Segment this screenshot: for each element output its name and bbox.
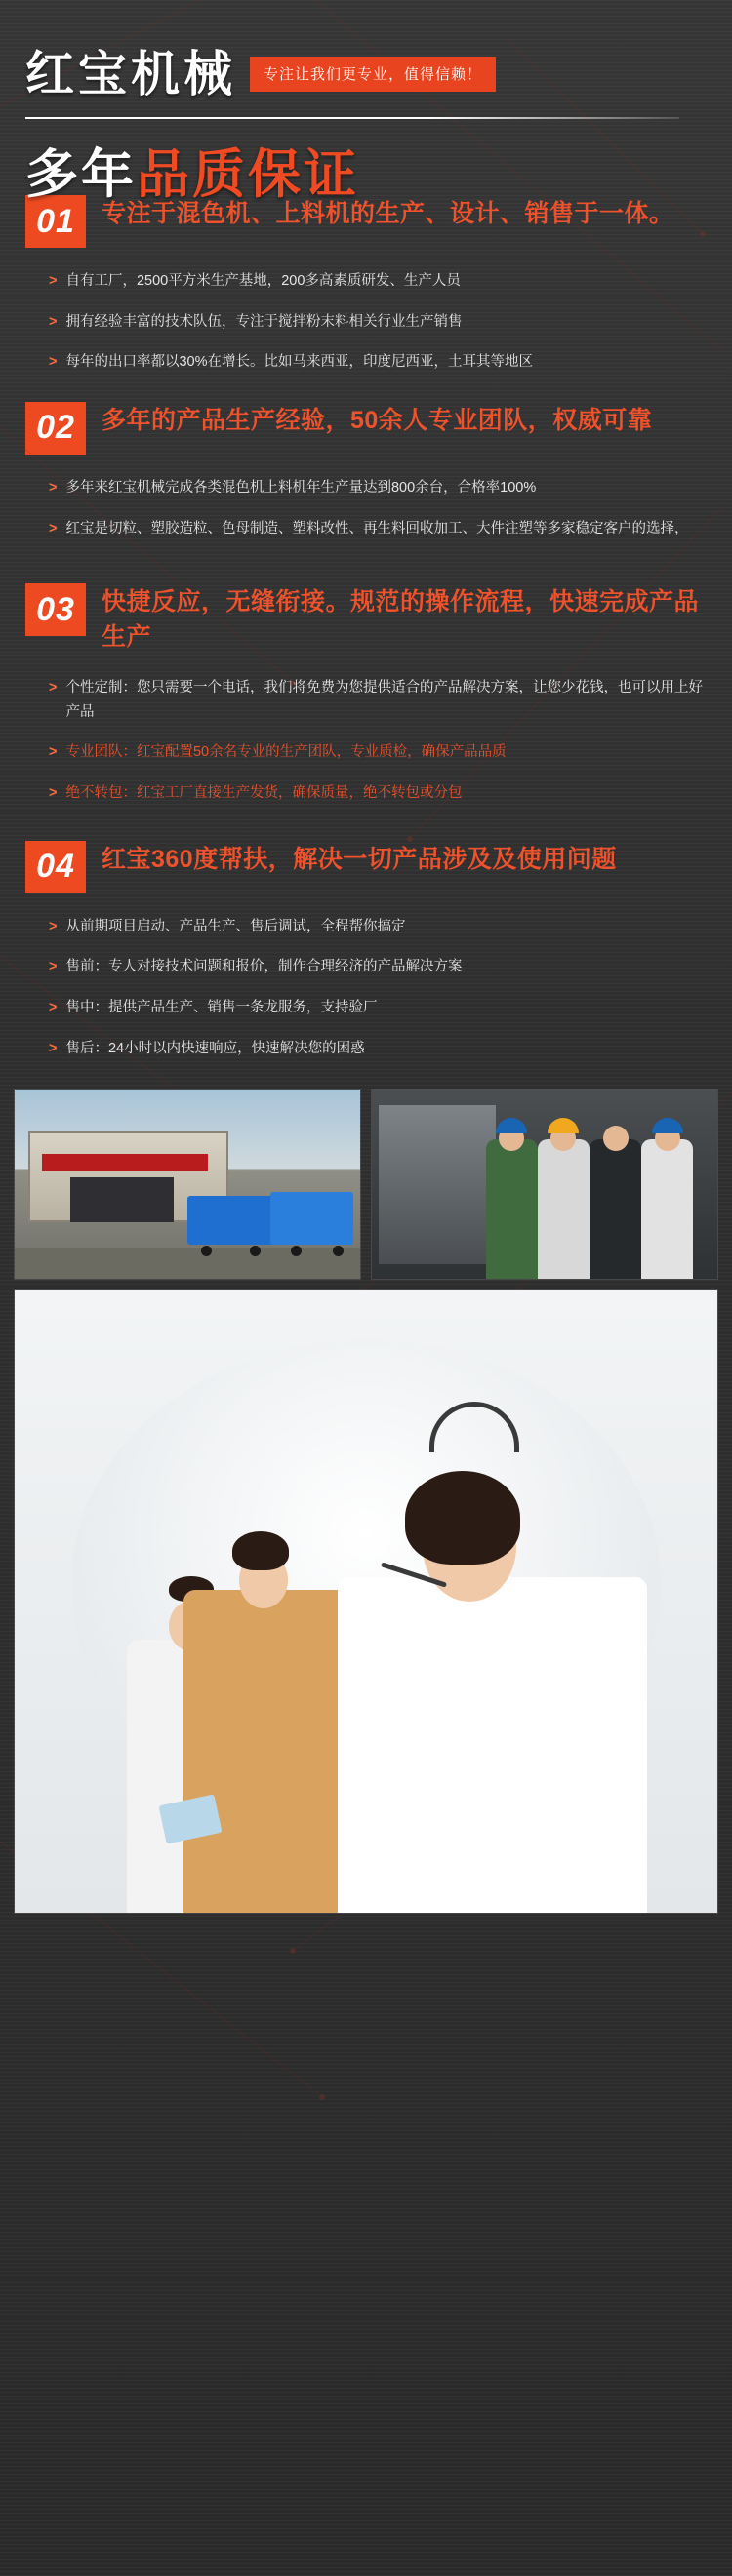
bullet-text: 售中：提供产品生产、销售一条龙服务，支持验厂 — [65, 1000, 378, 1016]
section-03-bullets — [25, 676, 707, 806]
factory-ground — [15, 1248, 360, 1279]
bullet-text: 售后：24小时以内快速响应，快速解决您的困惑 — [65, 1040, 365, 1056]
bullet-marker-icon: > — [49, 918, 58, 934]
bullet-marker-icon: > — [49, 680, 58, 696]
bullet-marker-icon: > — [49, 1040, 58, 1056]
list-item — [25, 350, 707, 375]
team-photo-illustration — [372, 1090, 717, 1279]
bullet-marker-icon: > — [49, 479, 58, 495]
list-item — [25, 310, 707, 335]
section-04-number: 04 — [25, 841, 86, 893]
worker-head — [603, 1126, 629, 1151]
section-04 — [0, 841, 732, 1061]
bullet-marker-icon: > — [49, 273, 58, 289]
staff-woman-tan-hair — [232, 1531, 289, 1570]
brand-row — [25, 35, 707, 105]
section-01-number: 01 — [25, 195, 86, 248]
bullet-marker-icon: > — [49, 313, 58, 330]
section-02-head — [25, 402, 707, 455]
bullet-text: 拥有经验丰富的技术队伍，专注于搅拌粉末料相关行业生产销售 — [65, 313, 463, 330]
header-tagline-badge: 专注让我们更专业，值得信赖！ — [250, 57, 496, 92]
factory-machine — [379, 1105, 496, 1264]
agent-hair — [405, 1471, 520, 1565]
factory-photo-illustration — [15, 1090, 360, 1279]
list-item — [25, 269, 707, 294]
bullet-text: 多年来红宝机械完成各类混色机上料机年生产量达到800余台，合格率100% — [65, 479, 537, 495]
section-03-number: 03 — [25, 583, 86, 636]
list-item — [25, 517, 707, 541]
bullet-marker-icon: > — [49, 785, 58, 802]
bullet-text: 红宝是切粒、塑胶造粒、色母制造、塑料改性、再生料回收加工、大件注塑等多家稳定客户的选择， — [65, 520, 689, 536]
factory-signboard — [42, 1154, 208, 1170]
section-01-bullets — [25, 269, 707, 375]
section-01-title: 专注于混色机、上料机的生产、设计、销售于一体。 — [102, 200, 674, 227]
service-photo-illustration — [15, 1290, 717, 1913]
truck-wheel — [250, 1246, 261, 1256]
headline-part-white: 多年 — [25, 145, 137, 204]
customer-service-agent — [338, 1577, 647, 1914]
bullet-marker-icon: > — [49, 959, 58, 975]
worker-4 — [641, 1139, 693, 1280]
bullet-marker-icon: > — [49, 1000, 58, 1016]
section-02-bullets — [25, 476, 707, 540]
bullet-marker-icon: > — [49, 354, 58, 371]
header-headline — [25, 133, 707, 208]
header-divider — [25, 117, 679, 119]
section-04-bullets — [25, 915, 707, 1061]
section-04-head — [25, 841, 707, 893]
headline-part-orange: 品质保证 — [137, 145, 359, 204]
photo-row — [0, 1077, 732, 1280]
bullet-text: 售前：专人对接技术问题和报价，制作合理经济的产品解决方案 — [65, 959, 463, 975]
worker-helmet — [496, 1118, 527, 1133]
section-02 — [0, 402, 732, 540]
worker-helmet — [652, 1118, 683, 1133]
list-item — [25, 1037, 707, 1061]
delivery-truck-2 — [270, 1192, 353, 1245]
bullet-text: 从前期项目启动、产品生产、售后调试，全程帮你搞定 — [65, 918, 406, 934]
section-03-title: 快捷反应，无缝衔接。规范的操作流程，快速完成产品生产 — [102, 588, 700, 651]
list-item — [25, 955, 707, 979]
service-photo — [14, 1289, 718, 1914]
team-photo — [371, 1089, 718, 1280]
bullet-text: 每年的出口率都以30%在增长。比如马来西亚，印度尼西亚，土耳其等地区 — [65, 354, 533, 371]
list-item — [25, 476, 707, 500]
section-04-title: 红宝360度帮扶，解决一切产品涉及及使用问题 — [102, 845, 617, 873]
delivery-truck-1 — [187, 1196, 277, 1245]
list-item — [25, 915, 707, 939]
bullet-text: 绝不转包：红宝工厂直接生产发货，确保质量，绝不转包或分包 — [65, 785, 463, 802]
factory-door — [70, 1177, 174, 1223]
bullet-marker-icon: > — [49, 520, 58, 536]
bullet-marker-icon: > — [49, 744, 58, 761]
section-03-head — [25, 583, 707, 654]
section-02-title: 多年的产品生产经验，50余人专业团队，权威可靠 — [102, 406, 653, 434]
worker-3 — [590, 1139, 641, 1280]
bullet-text: 个性定制：您只需要一个电话，我们将免费为您提供适合的产品解决方案，让您少花钱，也可以用上好产品 — [65, 680, 703, 720]
list-item — [25, 996, 707, 1020]
worker-helmet — [548, 1118, 579, 1133]
section-01 — [0, 195, 732, 375]
section-03 — [0, 583, 732, 806]
bullet-text: 专业团队：红宝配置50余名专业的生产团队，专业质检，确保产品品质 — [65, 744, 507, 761]
worker-1 — [486, 1139, 538, 1280]
factory-photo — [14, 1089, 361, 1280]
worker-2 — [538, 1139, 590, 1280]
list-item — [25, 676, 707, 724]
list-item — [25, 781, 707, 806]
brand-title: 红宝机械 — [25, 47, 236, 101]
bullet-text: 自有工厂，2500平方米生产基地，200多高素质研发、生产人员 — [65, 273, 461, 289]
list-item — [25, 740, 707, 765]
section-02-number: 02 — [25, 402, 86, 455]
header — [0, 0, 732, 204]
truck-wheel — [333, 1246, 344, 1256]
